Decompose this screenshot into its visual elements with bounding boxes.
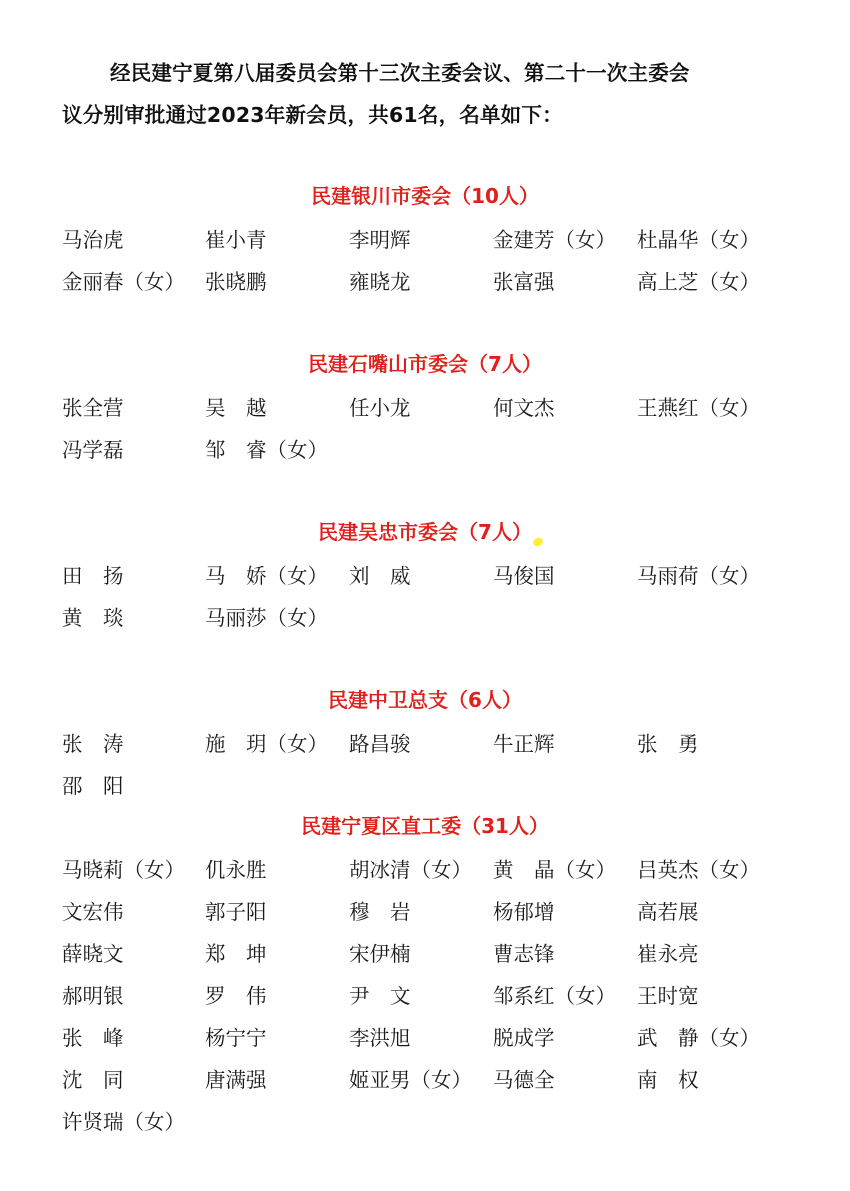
member-name: 郝明银 (62, 984, 124, 1008)
member-name: 马丽莎（女） (205, 606, 328, 630)
member-name: 尹 文 (349, 984, 411, 1008)
member-name: 张 峰 (62, 1026, 124, 1050)
member-name: 曹志锋 (493, 942, 555, 966)
member-name: 张 勇 (637, 732, 699, 756)
section-title-shizuishan: 民建石嘴山市委会（7人） (308, 352, 542, 376)
section-title-wuzhong: 民建吴忠市委会（7人） (318, 520, 532, 544)
name-row (62, 1108, 792, 1150)
member-name: 邵 阳 (62, 774, 124, 798)
intro-line-1: 经民建宁夏第八届委员会第十三次主委会议、第二十一次主委会 (110, 61, 690, 85)
member-name: 杨郁增 (493, 900, 555, 924)
member-name: 马俊国 (493, 564, 555, 588)
name-row (62, 562, 792, 604)
intro-paragraph (62, 52, 792, 136)
name-row (62, 730, 792, 772)
member-name: 武 静（女） (637, 1026, 760, 1050)
member-name: 雍晓龙 (349, 270, 411, 294)
name-row (62, 940, 792, 982)
section-title-quzhi: 民建宁夏区直工委（31人） (301, 814, 549, 838)
member-name: 穆 岩 (349, 900, 411, 924)
section-title-zhongwei: 民建中卫总支（6人） (328, 688, 522, 712)
member-name: 张晓鹏 (205, 270, 267, 294)
member-name: 张 涛 (62, 732, 124, 756)
member-name: 马 娇（女） (205, 564, 328, 588)
name-list-quzhi (62, 856, 792, 1150)
member-name: 何文杰 (493, 396, 555, 420)
member-name: 金丽春（女） (62, 270, 185, 294)
member-name: 脱成学 (493, 1026, 555, 1050)
member-name: 邹 睿（女） (205, 438, 328, 462)
member-name: 崔小青 (205, 228, 267, 252)
member-name: 牛正辉 (493, 732, 555, 756)
member-name: 薛晓文 (62, 942, 124, 966)
member-name: 张富强 (493, 270, 555, 294)
member-name: 姬亚男（女） (349, 1068, 472, 1092)
member-name: 吴 越 (205, 396, 267, 420)
member-name: 田 扬 (62, 564, 124, 588)
member-name: 路昌骏 (349, 732, 411, 756)
member-name: 施 玥（女） (205, 732, 328, 756)
member-name: 黄 晶（女） (493, 858, 616, 882)
member-name: 胡冰清（女） (349, 858, 472, 882)
name-row (62, 1066, 792, 1108)
member-name: 罗 伟 (205, 984, 267, 1008)
name-row (62, 1024, 792, 1066)
member-name: 金建芳（女） (493, 228, 616, 252)
member-name: 马雨荷（女） (637, 564, 760, 588)
name-row (62, 604, 792, 646)
name-row (62, 772, 792, 814)
member-name: 刘 威 (349, 564, 411, 588)
member-name: 沈 同 (62, 1068, 124, 1092)
member-name: 郑 坤 (205, 942, 267, 966)
member-name: 马治虎 (62, 228, 124, 252)
member-name: 马德全 (493, 1068, 555, 1092)
member-name: 李洪旭 (349, 1026, 411, 1050)
name-list-wuzhong (62, 562, 792, 646)
member-name: 张全营 (62, 396, 124, 420)
member-name: 王时宽 (637, 984, 699, 1008)
name-row (62, 856, 792, 898)
member-name: 许贤瑞（女） (62, 1110, 185, 1134)
member-name: 宋伊楠 (349, 942, 411, 966)
member-name: 高上芝（女） (637, 270, 760, 294)
member-name: 冯学磊 (62, 438, 124, 462)
member-name: 邹系红（女） (493, 984, 616, 1008)
member-name: 黄 琰 (62, 606, 124, 630)
name-row (62, 436, 792, 478)
member-name: 吕英杰（女） (637, 858, 760, 882)
member-name: 杜晶华（女） (637, 228, 760, 252)
member-name: 高若展 (637, 900, 699, 924)
member-name: 崔永亮 (637, 942, 699, 966)
name-row (62, 394, 792, 436)
name-row (62, 268, 792, 310)
name-list-shizuishan (62, 394, 792, 478)
member-name: 仉永胜 (205, 858, 267, 882)
member-name: 李明辉 (349, 228, 411, 252)
member-name: 任小龙 (349, 396, 411, 420)
name-row (62, 898, 792, 940)
intro-line-2: 议分别审批通过2023年新会员，共61名，名单如下： (62, 103, 563, 127)
name-list-zhongwei (62, 730, 792, 814)
member-name: 文宏伟 (62, 900, 124, 924)
member-name: 唐满强 (205, 1068, 267, 1092)
name-list-yinchuan (62, 226, 792, 310)
member-name: 王燕红（女） (637, 396, 760, 420)
name-row (62, 982, 792, 1024)
member-name: 马晓莉（女） (62, 858, 185, 882)
section-title-yinchuan: 民建银川市委会（10人） (311, 184, 539, 208)
member-name: 南 权 (637, 1068, 699, 1092)
name-row (62, 226, 792, 268)
member-name: 郭子阳 (205, 900, 267, 924)
member-name: 杨宁宁 (205, 1026, 267, 1050)
